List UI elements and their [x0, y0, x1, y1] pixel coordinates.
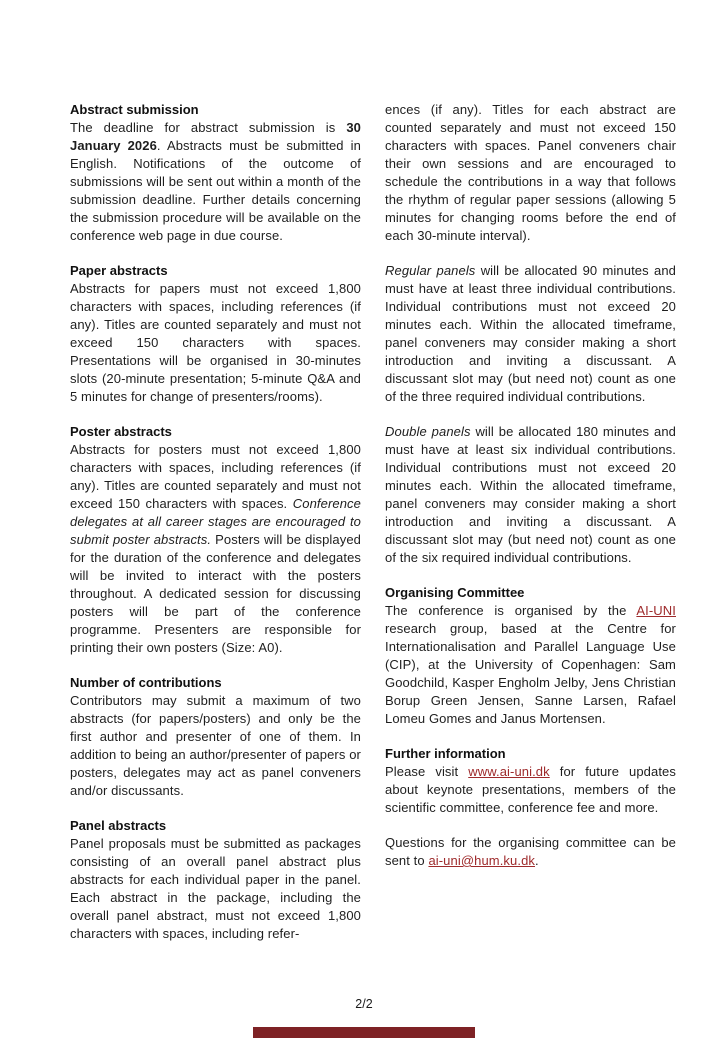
document-section	[385, 834, 676, 870]
section-heading: Further information	[385, 746, 506, 761]
text-run: Contributors may submit a maximum of two abstracts (for papers/posters) and only be the first author and presenter of one of them. In addition to being an author/presenter of papers or posters, delegates may act as panel conveners and/or discussants.	[70, 693, 361, 798]
right-column	[385, 101, 676, 960]
website-link[interactable]: www.ai-uni.dk	[468, 764, 550, 779]
paragraph	[70, 441, 361, 657]
text-run: Double panels	[385, 424, 471, 439]
document-section	[385, 745, 676, 817]
document-section	[70, 817, 361, 943]
text-run: Regular panels	[385, 263, 476, 278]
document-section	[70, 674, 361, 800]
paragraph	[385, 262, 676, 406]
paragraph	[70, 835, 361, 943]
text-run: The deadline for abstract submission is	[70, 120, 347, 135]
text-run: ences (if any). Titles for each abstract are counted separately and must not exceed 150 characters with spaces. Panel conveners chair their own sessions and are encouraged to schedule the contributions in a way that follows the rhythm of regular paper sessions (allowing 5 minutes for changing rooms before the end of each 30-minute interval).	[385, 102, 676, 243]
email-link[interactable]: ai-uni@hum.ku.dk	[428, 853, 536, 868]
section-heading: Organising Committee	[385, 585, 525, 600]
section-heading: Poster abstracts	[70, 424, 172, 439]
document-body	[70, 101, 676, 960]
page-number: 2/2	[355, 997, 373, 1011]
document-section	[70, 423, 361, 657]
section-heading: Paper abstracts	[70, 263, 168, 278]
footer-accent-bar	[253, 1027, 475, 1038]
paragraph	[385, 101, 676, 245]
text-run: . Abstracts must be submitted in English. Notifications of the outcome of submissions will be sent out within a month of the submission deadline. Further details concerning the submission procedure will be available on the conference web page in due course.	[70, 138, 361, 243]
left-column	[70, 101, 361, 960]
section-heading: Abstract submission	[70, 102, 199, 117]
text-run: research group, based at the Centre for Internationalisation and Parallel Language Use (CIP), at the University of Copenhagen: Sam Goodchild, Kasper Engholm Jelby, Jens Christian Borup Green Jensen, Sanne Larsen, Rafael Lomeu Gomes and Janus Mortensen.	[385, 621, 676, 726]
text-run: Abstracts for papers must not exceed 1,800 characters with spaces, including references (if any). Titles are counted separately and must not exceed 150 characters with spaces. Presentations will be organised in 30-minutes slots (20-minute presentation; 5-minute Q&A and 5 minutes for change of presenters/rooms).	[70, 281, 361, 404]
text-run: Questions for the organising committee can be sent to	[385, 835, 676, 868]
text-run: Please visit	[385, 764, 469, 779]
section-heading: Panel abstracts	[70, 818, 167, 833]
text-run: Abstracts for posters must not exceed 1,800 characters with spaces, including references (if any). Titles are counted separately and must not exceed 150 characters with spaces.	[70, 442, 361, 511]
section-heading: Number of contributions	[70, 675, 222, 690]
text-run: 30 January 2026	[70, 120, 361, 153]
document-section	[70, 262, 361, 406]
text-run: for future updates about keynote presentations, members of the scientific committee, conference fee and more.	[385, 764, 676, 815]
document-section	[385, 584, 676, 728]
text-run: Panel proposals must be submitted as packages consisting of an overall panel abstract plus abstracts for each individual paper in the panel. Each abstract in the package, including the overall panel abstract, must not exceed 1,800 characters with spaces, including refer-	[70, 836, 361, 941]
text-run: The conference is organised by the	[385, 603, 637, 618]
paragraph	[70, 692, 361, 800]
text-run: will be allocated 180 minutes and must have at least six individual contributions. Individual contributions must not exceed 20 minutes each. Within the allocated timeframe, panel conveners may consider making a short introduction and inviting a discussant. A discussant slot may (but need not) count as one of the six required individual contributions.	[385, 424, 676, 565]
ai-uni-link[interactable]: AI-UNI	[636, 603, 676, 618]
document-section	[385, 101, 676, 245]
text-run: Conference delegates at all career stages are encouraged to submit poster abstracts.	[70, 496, 361, 547]
text-run: .	[535, 853, 539, 868]
text-run: Posters will be displayed for the duration of the conference and delegates will be invited to interact with the posters throughout. A dedicated session for discussing posters will be part of the conference programme. Presenters are responsible for printing their own posters (Size: A0).	[70, 532, 361, 655]
document-section	[70, 101, 361, 245]
paragraph	[385, 423, 676, 567]
paragraph	[70, 280, 361, 406]
document-section	[385, 262, 676, 406]
document-section	[385, 423, 676, 567]
paragraph	[385, 834, 676, 870]
paragraph	[385, 602, 676, 728]
text-run: will be allocated 90 minutes and must have at least three individual contributions. Individual contributions must not exceed 20 minutes each. Within the allocated timeframe, panel conveners may consider making a short introduction and inviting a discussant. A discussant slot may (but need not) count as one of the three required individual contributions.	[385, 263, 676, 404]
paragraph	[70, 119, 361, 245]
paragraph	[385, 763, 676, 817]
